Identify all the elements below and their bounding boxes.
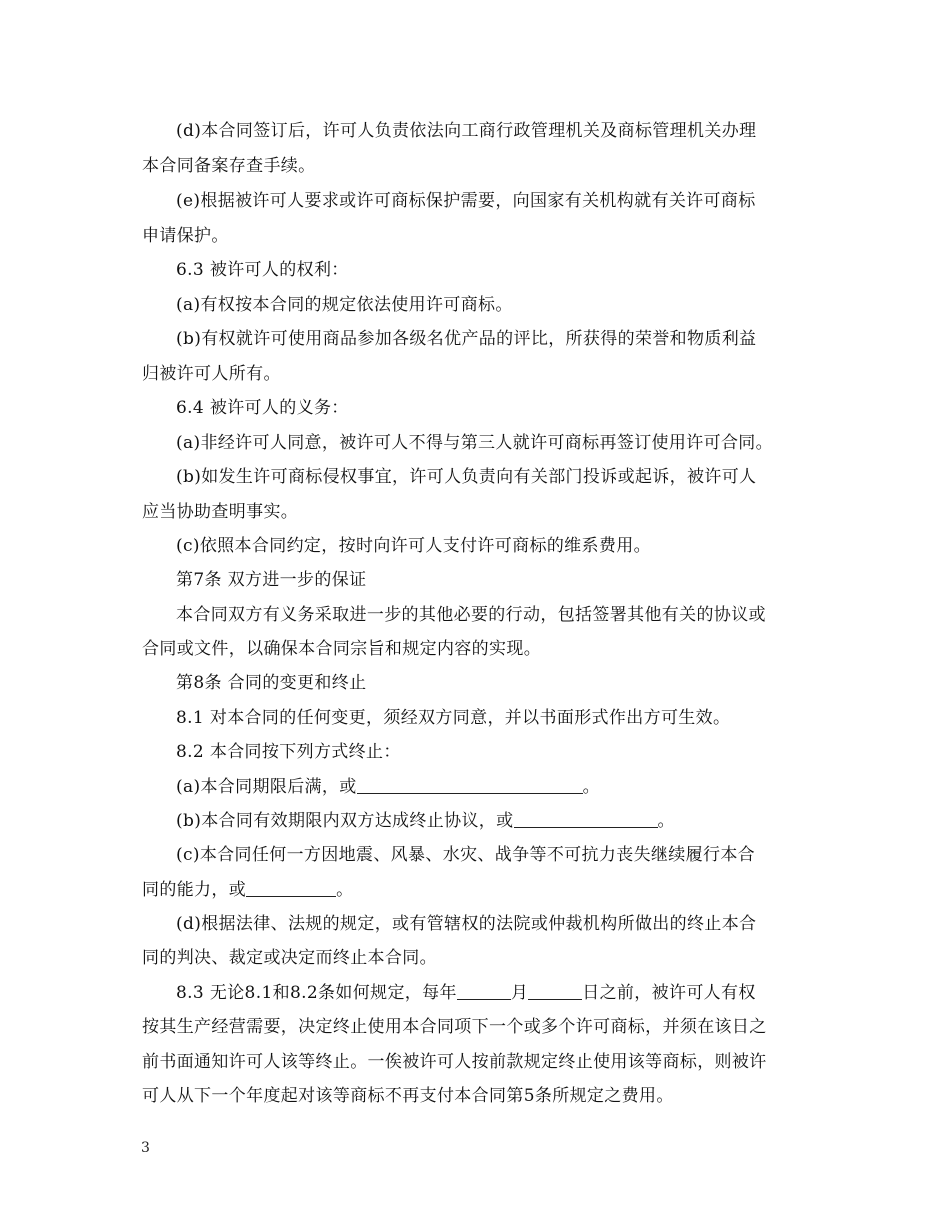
clause-8-2-c-text: 同的能力，或 — [142, 880, 247, 900]
month-blank[interactable] — [457, 983, 511, 1000]
month-label: 月 — [510, 983, 529, 1003]
article-7-body-line-2: 合同或文件，以确保本合同宗旨和规定内容的实现。 — [142, 639, 542, 659]
clause-6-2-d-line-1: (d)本合同签订后，许可人负责依法向工商行政管理机关及商标管理机关办理 — [176, 121, 757, 141]
clause-8-3-text: 8.3 无论8.1和8.2条如何规定，每年 — [176, 983, 457, 1003]
clause-8-3-text-continued: 日之前，被许可人有权 — [582, 983, 756, 1003]
clause-6-2-e-line-1: (e)根据被许可人要求或许可商标保护需要，向国家有关机构就有关许可商标 — [176, 191, 756, 211]
clause-8-2-heading: 8.2 本合同按下列方式终止： — [176, 742, 401, 762]
clause-6-3-b-line-1: (b)有权就许可使用商品参加各级名优产品的评比，所获得的荣誉和物质利益 — [176, 329, 757, 349]
day-blank[interactable] — [528, 983, 582, 1000]
clause-8-2-c-line-1: (c)本合同任何一方因地震、风暴、水灾、战争等不可抗力丧失继续履行本合 — [176, 845, 756, 865]
clause-8-2-b-text: (b)本合同有效期限内双方达成终止协议，或 — [176, 811, 514, 831]
period: 。 — [336, 880, 354, 900]
clause-8-1: 8.1 对本合同的任何变更，须经双方同意，并以书面形式作出方可生效。 — [176, 708, 731, 728]
clause-6-4-a: (a)非经许可人同意，被许可人不得与第三人就许可商标再签订使用许可合同。 — [176, 433, 773, 453]
blank-line[interactable] — [357, 777, 583, 794]
clause-8-2-c-line-2 — [142, 879, 822, 901]
clause-8-2-b — [176, 810, 856, 832]
period: 。 — [582, 777, 600, 797]
article-7-body-line-1: 本合同双方有义务采取进一步的其他必要的行动，包括签署其他有关的协议或 — [176, 605, 766, 625]
article-7-heading: 第7条 双方进一步的保证 — [176, 570, 367, 590]
period: 。 — [657, 811, 675, 831]
clause-6-3-b-line-2: 归被许可人所有。 — [142, 364, 281, 384]
clause-8-2-d-line-1: (d)根据法律、法规的规定，或有管辖权的法院或仲裁机构所做出的终止本合 — [176, 914, 757, 934]
blank-line[interactable] — [246, 880, 336, 897]
clause-6-2-d-line-2: 本合同备案存查手续。 — [142, 156, 316, 176]
clause-8-2-a-text: (a)本合同期限后满，或 — [176, 777, 357, 797]
clause-8-3-line-3: 前书面通知许可人该等终止。一俟被许可人按前款规定终止使用该等商标，则被许 — [142, 1052, 767, 1072]
clause-8-2-a — [176, 776, 856, 798]
clause-6-4-heading: 6.4 被许可人的义务： — [176, 398, 349, 418]
article-8-heading: 第8条 合同的变更和终止 — [176, 673, 367, 693]
clause-8-3-line-2: 按其生产经营需要，决定终止使用本合同项下一个或多个许可商标，并须在该日之 — [142, 1017, 767, 1037]
clause-6-4-c: (c)依照本合同约定，按时向许可人支付许可商标的维系费用。 — [176, 536, 651, 556]
clause-6-4-b-line-2: 应当协助查明事实。 — [142, 502, 299, 522]
clause-8-3-line-1 — [176, 982, 856, 1004]
clause-6-3-a: (a)有权按本合同的规定依法使用许可商标。 — [176, 295, 513, 315]
clause-6-3-heading: 6.3 被许可人的权利： — [176, 260, 349, 280]
clause-6-2-e-line-2: 申请保护。 — [142, 226, 229, 246]
clause-8-3-line-4: 可人从下一个年度起对该等商标不再支付本合同第5条所规定之费用。 — [142, 1086, 674, 1106]
page-number: 3 — [141, 1140, 150, 1156]
clause-6-4-b-line-1: (b)如发生许可商标侵权事宜，许可人负责向有关部门投诉或起诉，被许可人 — [176, 467, 757, 487]
blank-line[interactable] — [514, 811, 658, 828]
clause-8-2-d-line-2: 同的判决、裁定或决定而终止本合同。 — [142, 948, 437, 968]
